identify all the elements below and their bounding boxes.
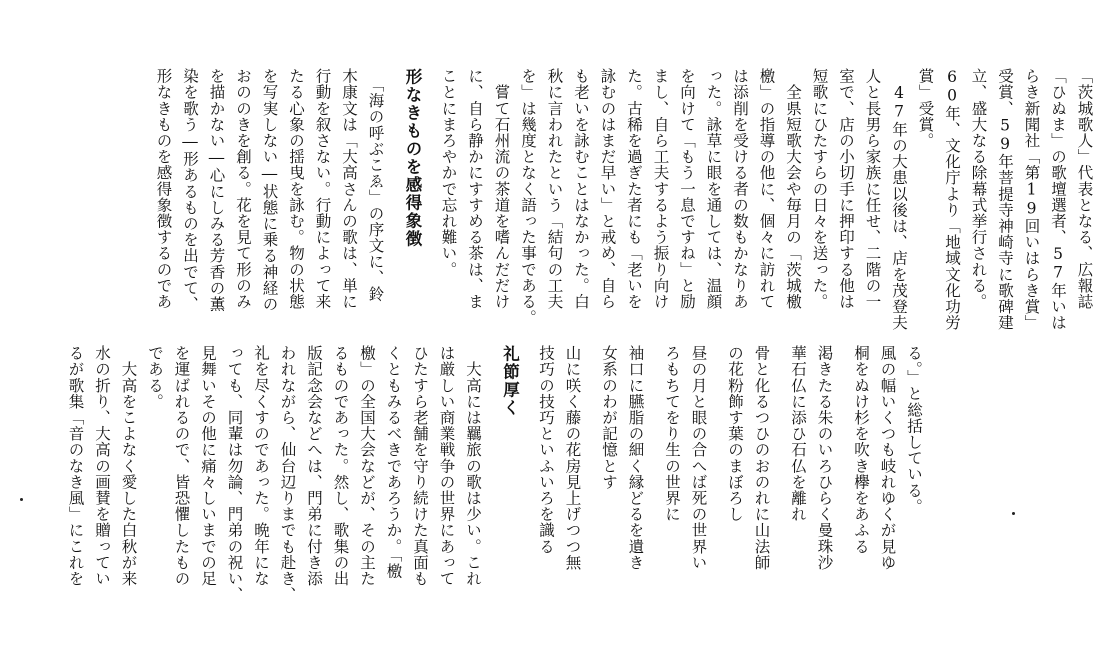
text-column: 立、盛大なる除幕式挙行される。 bbox=[969, 68, 988, 310]
text-column: 47年の大患以後は、店を茂登夫 bbox=[890, 68, 908, 331]
poem-line: 女系のわが記憶とす bbox=[600, 345, 618, 490]
poem-line: 袖口に臙脂の細く縁どるを遺き bbox=[626, 345, 645, 571]
text-column: は添削を受ける者の数もかなりあ bbox=[731, 68, 749, 310]
text-column: 短歌にひたすらの日々を送った。 bbox=[810, 68, 829, 310]
poem-line: 昼の月と眼の合へば死の世界い bbox=[689, 345, 708, 571]
text-column: は厳しい商業戦争の世界にあって bbox=[437, 345, 456, 587]
text-column: 詠むのはまだ早い」と戒め、自ら bbox=[598, 68, 617, 310]
text-column: 染を歌う―形あるものを出でて、 bbox=[181, 68, 199, 312]
poem-line: 山に咲く藤の花房見上げつつ無 bbox=[563, 345, 582, 571]
text-column: も老いを詠むことはなかった。白 bbox=[572, 68, 590, 310]
text-column: 受賞、59年菩提寺神崎寺に歌碑建 bbox=[996, 68, 1014, 331]
text-column: らき新聞社「第19回いはらき賞」 bbox=[1022, 68, 1041, 331]
poem-line: 風の幅いくつも岐れゆくが見ゆ bbox=[878, 345, 897, 571]
text-column: った。詠草に眼を通しては、温顔 bbox=[704, 68, 723, 310]
text-column: 賞」受賞。 bbox=[916, 68, 935, 149]
text-column: 秋に言われたという「結句の工夫 bbox=[545, 68, 564, 310]
text-column: ひたすら老舗を守り続けた真面も bbox=[411, 345, 429, 587]
text-column: 版記念会などへは、門弟に付き添 bbox=[305, 345, 323, 587]
text-column: 行動を叙さない。行動によって来 bbox=[313, 68, 332, 310]
text-column: 人と長男ら家族に任せ、二階の一 bbox=[863, 68, 882, 310]
text-column: を写実しない―状態に乗る神経の bbox=[260, 68, 279, 312]
text-column: を」は幾度となく語った事である。 bbox=[519, 68, 537, 326]
text-column: くともみるべきであろうか。「檄 bbox=[384, 345, 403, 579]
poem-line: 技巧の技巧といふいろを識る bbox=[537, 345, 555, 555]
poem-line: ろもちてをり生の世界に bbox=[663, 345, 681, 523]
scan-speck bbox=[20, 498, 23, 501]
text-column: ことにまろやかで忘れ難い。 bbox=[439, 68, 458, 278]
text-column: 60年、文化庁より「地域文化功労 bbox=[943, 68, 961, 331]
text-column: まし、自ら工夫するよう振り向け bbox=[651, 68, 670, 310]
text-column: 檄」の全国大会などが、その主た bbox=[358, 345, 376, 587]
text-column: たる心象の揺曳を詠む。物の状態 bbox=[287, 68, 305, 310]
poem-line: 桐をぬけ杉を吹き欅をあふる bbox=[852, 345, 870, 555]
text-column: 室で、店の小切手に押印する他は bbox=[837, 68, 855, 310]
text-column: た。古稀を過ぎた者にも「老いを bbox=[625, 68, 643, 310]
text-column: である。 bbox=[146, 345, 164, 410]
text-column: るものであった。然し、歌集の出 bbox=[331, 345, 350, 587]
text-column: に、自ら静かにすすめる茶は、ま bbox=[466, 68, 484, 310]
section-heading: 形なきものを感得象徴 bbox=[403, 68, 422, 248]
text-column: 大高には羈旅の歌は少い。これ bbox=[464, 345, 482, 587]
text-column: を向けて「もう一息ですね」と励 bbox=[678, 68, 696, 310]
text-column: われながら、仙台辺りまでも赴き、 bbox=[278, 345, 297, 603]
text-column: を描かない―心にしみる芳香の薫 bbox=[207, 68, 226, 312]
text-column: おののきを創る。花を見て形のみ bbox=[234, 68, 252, 310]
text-column: 「ひぬま」の歌壇選者、57年いは bbox=[1049, 68, 1067, 331]
section-heading: 礼節厚く bbox=[500, 345, 520, 417]
text-column: 木康文は「大高さんの歌は、単に bbox=[340, 68, 358, 310]
text-column: 嘗て石州流の茶道を嗜んだだけ bbox=[492, 68, 511, 310]
text-column: 「海の呼ぶこゑ」の序文に、鈴 bbox=[366, 68, 385, 302]
text-column: 礼を尽くすのであった。晩年にな bbox=[252, 345, 270, 587]
text-column: 「茨城歌人」代表となる、広報誌 bbox=[1075, 68, 1094, 310]
poem-line: 骨と化るつひのおのれに山法師 bbox=[752, 345, 771, 571]
text-column: を運ばれるので、皆恐懼したもの bbox=[172, 345, 191, 587]
poem-line: の花粉飾す葉のまぼろし bbox=[726, 345, 744, 523]
poem-line: 渇きたる朱のいろひらく曼珠沙 bbox=[815, 345, 834, 571]
text-column: るが歌集「音のなき風」にこれを bbox=[66, 345, 85, 587]
text-column: っても、同輩は勿論、門弟の祝い、 bbox=[225, 345, 244, 603]
text-column: 水の折り、大高の画賛を贈ってい bbox=[93, 345, 111, 587]
text-column: 檄」の指導の他に、個々に訪れて bbox=[757, 68, 776, 310]
text-column: 見舞いその他に痛々しいまでの足 bbox=[199, 345, 217, 587]
top-right-text-block bbox=[150, 68, 1098, 331]
bottom-text-block bbox=[62, 345, 927, 615]
text-column: 形なきものを感得象徴するのであ bbox=[154, 68, 173, 310]
poem-line: 華石仏に添ひ石仏を離れ bbox=[789, 345, 807, 523]
scan-speck bbox=[1012, 512, 1015, 515]
text-column: る。」と総括している。 bbox=[905, 345, 923, 515]
text-column: 全県短歌大会や毎月の「茨城檄 bbox=[784, 68, 802, 310]
text-column: 大高をこよなく愛した白秋が来 bbox=[119, 345, 138, 587]
